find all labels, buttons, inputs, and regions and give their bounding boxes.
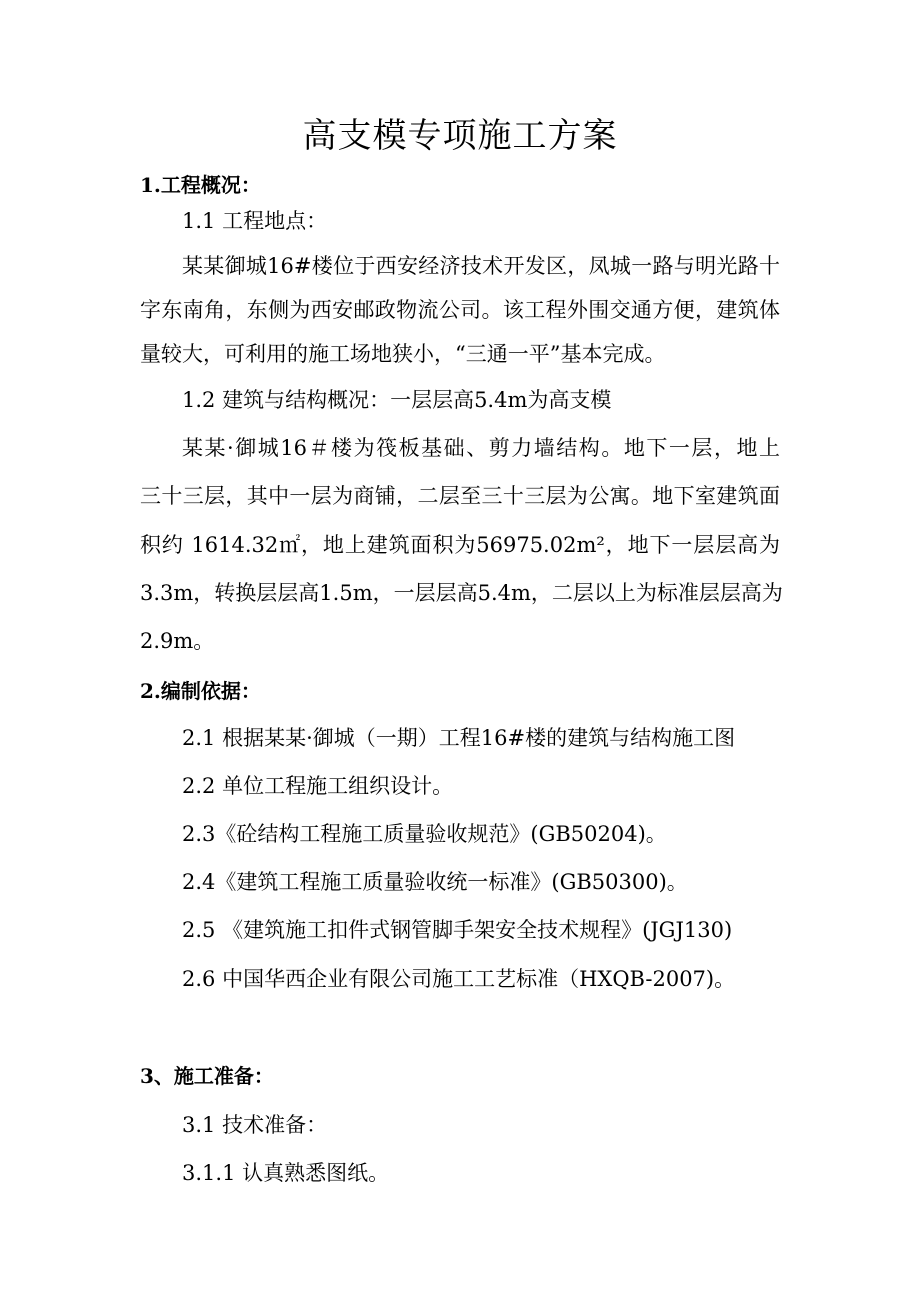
paragraph-line: 3.3m，转换层层高1.5m，一层层高5.4m，二层以上为标准层层高为 bbox=[140, 581, 783, 605]
basis-item: 2.4《建筑工程施工质量验收统一标准》(GB50300)。 bbox=[182, 870, 688, 894]
section-1-1-heading: 1.1 工程地点： bbox=[182, 209, 328, 233]
basis-item: 2.3《砼结构工程施工质量验收规范》(GB50204)。 bbox=[182, 822, 667, 846]
section-2-heading: 2.编制依据： bbox=[140, 679, 261, 703]
paragraph-line: 某某·御城16＃楼为筏板基础、剪力墙结构。地下一层，地上 bbox=[182, 436, 780, 460]
basis-item: 2.1 根据某某·御城（一期）工程16#楼的建筑与结构施工图 bbox=[182, 726, 736, 750]
section-1-heading: 1.工程概况： bbox=[140, 173, 261, 197]
paragraph-line: 某某御城16#楼位于西安经济技术开发区，凤城一路与明光路十 bbox=[182, 254, 780, 278]
basis-item: 2.2 单位工程施工组织设计。 bbox=[182, 774, 454, 798]
paragraph-line: 2.9m。 bbox=[140, 629, 215, 653]
paragraph-line: 量较大，可利用的施工场地狭小，“三通一平”基本完成。 bbox=[140, 342, 666, 366]
paragraph-line: 积约 1614.32㎡，地上建筑面积为56975.02m²，地下一层层高为 bbox=[140, 533, 780, 557]
section-1-2-heading: 1.2 建筑与结构概况：一层层高5.4m为高支模 bbox=[182, 388, 612, 412]
page-title: 高支模专项施工方案 bbox=[302, 116, 618, 156]
paragraph-line: 三十三层，其中一层为商铺，二层至三十三层为公寓。地下室建筑面 bbox=[140, 484, 780, 508]
section-3-1-heading: 3.1 技术准备： bbox=[182, 1113, 328, 1137]
basis-item: 2.6 中国华西企业有限公司施工工艺标准（HXQB-2007)。 bbox=[182, 967, 736, 991]
basis-item: 2.5 《建筑施工扣件式钢管脚手架安全技术规程》(JGJ130) bbox=[182, 918, 733, 942]
section-3-1-1-item: 3.1.1 认真熟悉图纸。 bbox=[182, 1161, 390, 1185]
paragraph-line: 字东南角，东侧为西安邮政物流公司。该工程外围交通方便，建筑体 bbox=[140, 298, 780, 322]
section-3-heading: 3、施工准备： bbox=[140, 1064, 274, 1088]
